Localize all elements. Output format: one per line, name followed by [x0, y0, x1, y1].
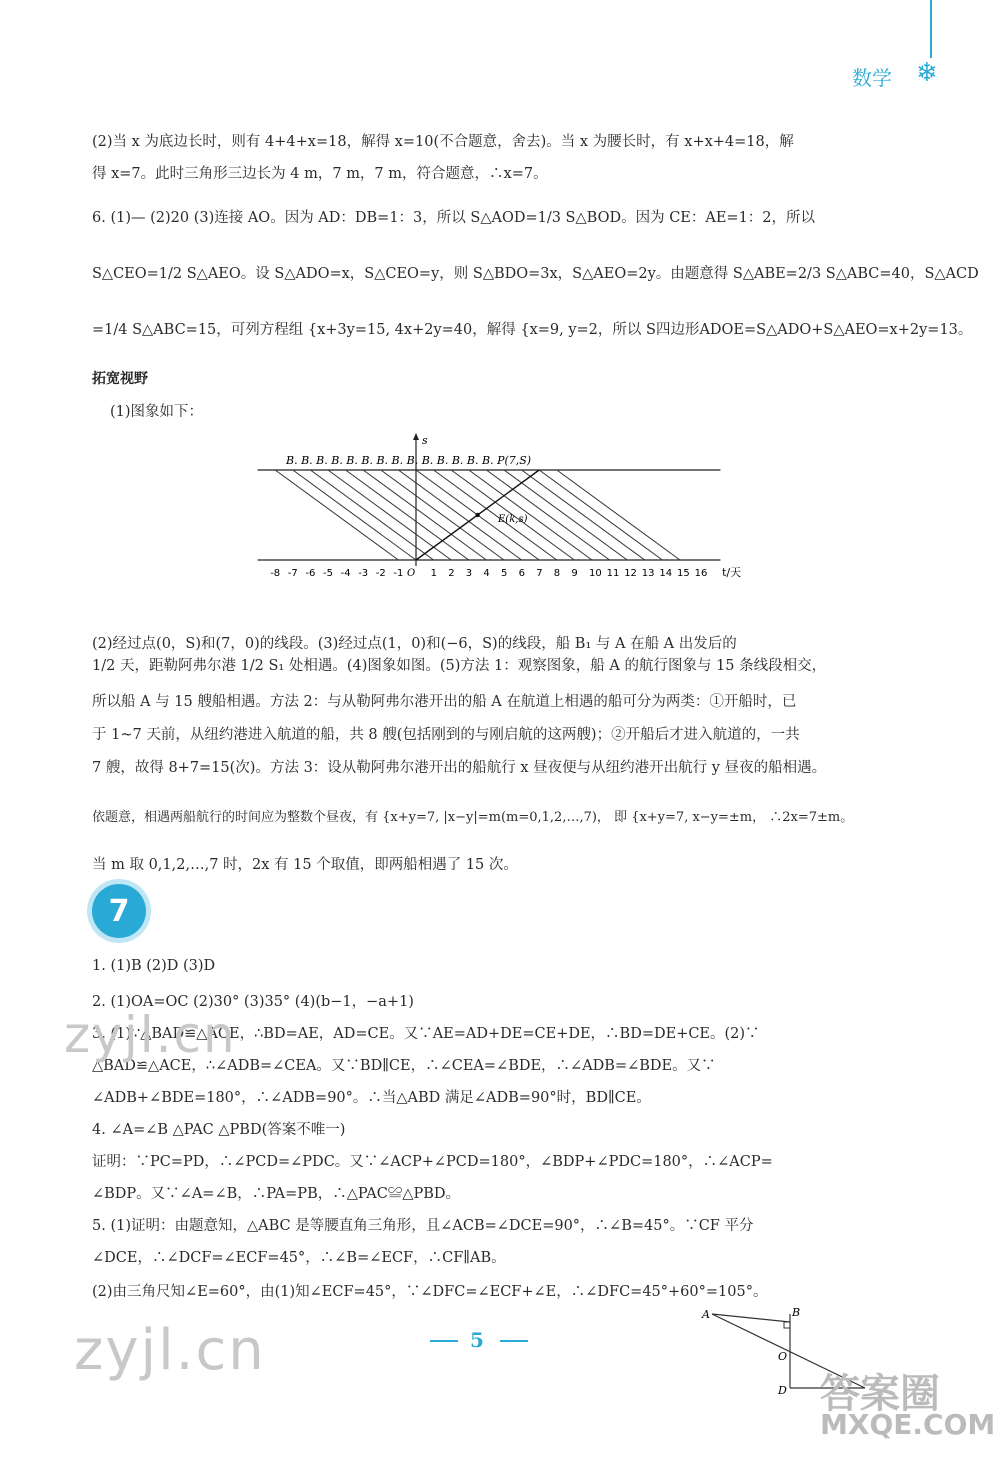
x-tick-label: 2 [448, 568, 455, 579]
text-line: 得 x=7。此时三角形三边长为 4 m，7 m，7 m，符合题意，∴x=7。 [92, 166, 548, 182]
ship-b-line [275, 470, 398, 560]
ship-b-line [293, 470, 416, 560]
section-title: 拓宽视野 [92, 371, 148, 387]
text-line: (2)当 x 为底边长时，则有 4+4+x=18，解得 x=10(不合题意，舍去)。当 x 为腰长时，有 x+x+4=18，解 [92, 134, 794, 150]
x-axis-label: t/天 [722, 566, 742, 579]
text-line: 3. (1)∵△BAD≌△ACE，∴BD=AE，AD=CE。又∵AE=AD+DE=CE+DE，∴BD=DE+CE。(2)∵ [92, 1026, 760, 1042]
text-line: 6. (1)— (2)20 (3)连接 AO。因为 AD：DB=1：3，所以 S△AOD=1/3 S△BOD。因为 CE：AE=1：2，所以 [92, 210, 816, 226]
x-tick-label: 4 [483, 568, 490, 579]
label-b: B [792, 1308, 801, 1319]
text-line: 所以船 A 与 15 艘船相遇。方法 2：与从勒阿弗尔港开出的船 A 在航道上相遇的船可分为两类：①开船时，已 [92, 694, 797, 710]
text-line: S△CEO=1/2 S△AEO。设 S△ADO=x，S△CEO=y，则 S△BDO=3x，S△AEO=2y。由题意得 S△ABE=2/3 S△ABC=40，S△ACD [92, 266, 979, 282]
page-number: 5 [470, 1328, 484, 1352]
ship-b-line [346, 470, 469, 560]
x-tick-label: -1 [393, 568, 404, 579]
header-divider [930, 0, 932, 58]
page-dash-left [430, 1340, 458, 1342]
x-tick-label: 8 [553, 568, 561, 579]
x-tick-label: 15 [677, 568, 690, 579]
ship-b-line [381, 470, 504, 560]
text-line: ∠ADB+∠BDE=180°，∴∠ADB=90°。∴当△ABD 满足∠ADB=90°时，BD∥CE。 [92, 1090, 651, 1106]
ship-b-line [328, 470, 451, 560]
point-label: E(k,s) [498, 514, 528, 525]
x-tick-label: 11 [606, 568, 620, 579]
watermark: zyjl.cn [64, 1006, 237, 1064]
text-line: (2)经过点(0，S)和(7，0)的线段。(3)经过点(1，0)和(−6，S)的线段，船 B₁ 与 A 在船 A 出发后的 [92, 636, 737, 652]
subject-title: 数学 [852, 66, 892, 90]
watermark: zyjl.cn [74, 1318, 266, 1383]
ship-b-line [469, 470, 592, 560]
y-axis-label: s [422, 434, 428, 447]
ship-b-line [522, 470, 645, 560]
watermark: MXQE.COM [820, 1408, 996, 1441]
text-line: 1. (1)B (2)D (3)D [92, 958, 216, 974]
x-tick-label: 5 [501, 568, 508, 579]
x-tick-label: -2 [375, 568, 386, 579]
x-tick-label: -7 [287, 568, 298, 579]
text-line: ∠BDP。又∵∠A=∠B，∴PA=PB，∴△PAC≌△PBD。 [92, 1186, 461, 1202]
top-labels: B. B. B. B. B. B. B. B. B. B. B. B. B. B. P(7,S) [286, 454, 532, 467]
ship-b-line [557, 470, 680, 560]
text-line: △BAD≌△ACE，∴∠ADB=∠CEA。又∵BD∥CE，∴∠CEA=∠BDE，∴∠ADB=∠BDE。又∵ [92, 1058, 716, 1074]
label-o: O [778, 1350, 788, 1363]
text-line: ∠DCE，∴∠DCF=∠ECF=45°，∴∠B=∠ECF，∴CF∥AB。 [92, 1250, 506, 1266]
x-tick-label: 13 [641, 568, 655, 579]
point-e [475, 513, 479, 517]
x-tick-label: -8 [270, 568, 281, 579]
ship-b-line [310, 470, 433, 560]
x-tick-label: 3 [465, 568, 473, 579]
page-dash-right [500, 1340, 528, 1342]
x-tick-label: 16 [694, 568, 708, 579]
text-line: 4. ∠A=∠B △PAC △PBD(答案不唯一) [92, 1122, 346, 1138]
ship-chart [240, 430, 760, 590]
text-line: 5. (1)证明：由题意知，△ABC 是等腰直角三角形，且∠ACB=∠DCE=90°，∴∠B=45°。∵CF 平分 [92, 1218, 754, 1234]
text-line: 7 艘，故得 8+7=15(次)。方法 3：设从勒阿弗尔港开出的船航行 x 昼夜便与从纽约港开出航行 y 昼夜的船相遇。 [92, 760, 827, 776]
x-tick-label: 10 [589, 568, 602, 579]
x-tick-label: -5 [323, 568, 333, 579]
text-line: =1/4 S△ABC=15，可列方程组 {x+3y=15, 4x+2y=40，解得 {x=9, y=2，所以 S四边形ADOE=S△ADO+S△AEO=x+2y=13。 [92, 322, 973, 338]
text-line: 证明：∵PC=PD，∴∠PCD=∠PDC。又∵∠ACP+∠PCD=180°，∠BDP+∠PDC=180°，∴∠ACP= [92, 1154, 773, 1170]
ship-b-line [363, 470, 486, 560]
text-line: 依题意，相遇两船航行的时间应为整数个昼夜，有 {x+y=7, |x−y|=m(m=0,1,2,…,7)， 即 {x+y=7, x−y=±m， ∴2x=7±m。 [92, 810, 854, 825]
x-tick-label: -6 [305, 568, 316, 579]
ship-b-line [434, 470, 557, 560]
x-tick-label: -3 [358, 568, 369, 579]
x-tick-label: 12 [624, 568, 637, 579]
label-d: D [778, 1384, 787, 1397]
text-line: 2. (1)OA=OC (2)30° (3)35° (4)(b−1，−a+1) [92, 994, 414, 1010]
x-tick-label: 14 [659, 568, 673, 579]
text-line: 1/2 天，距勒阿弗尔港 1/2 S₁ 处相遇。(4)图象如图。(5)方法 1：观察图象，船 A 的航行图象与 15 条线段相交， [92, 658, 827, 674]
watermark: 答案圈 [820, 1371, 940, 1417]
origin-label: O [407, 568, 416, 579]
text-line: (2)由三角尺知∠E=60°，由(1)知∠ECF=45°，∵∠DFC=∠ECF+∠E，∴∠DFC=45°+60°=105°。 [92, 1284, 768, 1300]
chapter-badge: 7 [92, 884, 146, 938]
section-intro: (1)图象如下： [110, 404, 204, 420]
x-tick-label: 9 [571, 568, 578, 579]
label-a: A [702, 1308, 710, 1321]
x-tick-label: -4 [340, 568, 351, 579]
snowflake-icon: ❄ [916, 58, 938, 88]
y-axis-arrow [413, 433, 419, 440]
x-tick-label: 7 [536, 568, 543, 579]
text-line: 当 m 取 0,1,2,…,7 时，2x 有 15 个取值，即两船相遇了 15 次。 [92, 857, 518, 873]
text-line: 于 1~7 天前，从纽约港进入航道的船，共 8 艘(包括刚到的与刚启航的这两艘)；②开船后才进入航道的，一共 [92, 727, 800, 743]
x-tick-label: 1 [430, 568, 437, 579]
x-tick-label: 6 [518, 568, 525, 579]
ship-b-line [539, 470, 662, 560]
